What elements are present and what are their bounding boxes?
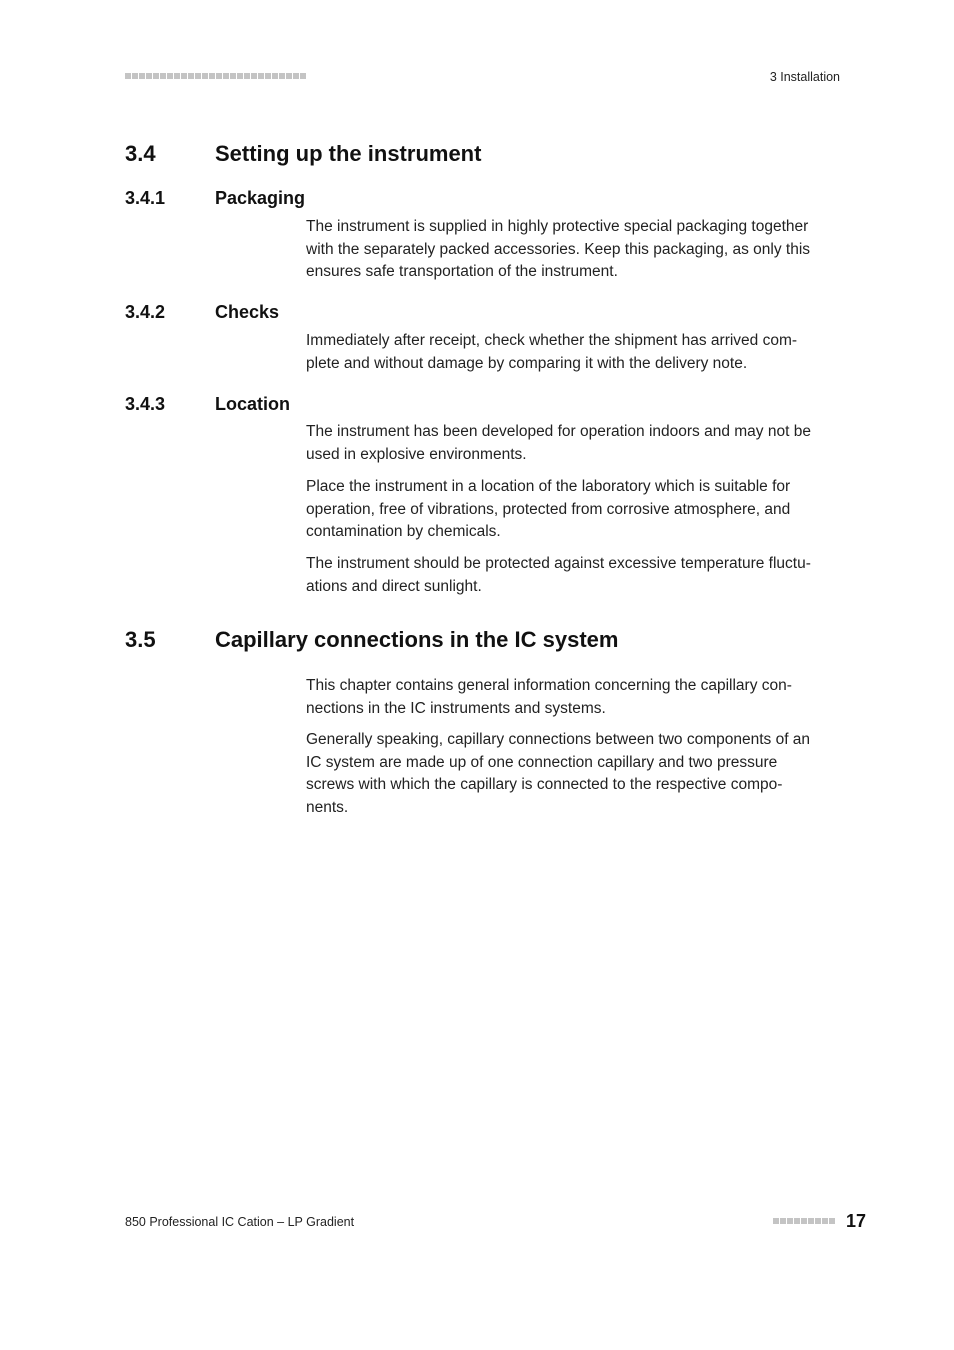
footer-decoration — [773, 1218, 835, 1224]
text-line: Immediately after receipt, check whether the shipment has arrived com- — [306, 332, 798, 349]
text-line: Place the instrument in a location of the laboratory which is suitable for — [306, 478, 791, 495]
section-number: 3.5 — [125, 627, 156, 652]
location-paragraph-1 — [306, 421, 840, 466]
header-decoration — [125, 73, 306, 79]
section-heading-3-5 — [125, 627, 825, 657]
text-line: plete and without damage by comparing it with the delivery note. — [306, 354, 748, 372]
section-number: 3.4.2 — [125, 302, 166, 322]
text-line: ensures safe transportation of the instrument. — [306, 263, 618, 280]
packaging-paragraph — [306, 216, 840, 284]
checks-paragraph — [306, 330, 840, 375]
text-line: IC system are made up of one connection capillary and two pressure — [306, 753, 778, 771]
location-paragraph-3 — [306, 553, 840, 598]
text-line: with the separately packed accessories. Keep this packaging, as only this — [306, 240, 811, 258]
section-title: Setting up the instrument — [215, 141, 482, 166]
text-line: The instrument has been developed for operation indoors and may not be — [306, 423, 811, 440]
section-heading-3-4-2 — [125, 302, 825, 326]
capillary-paragraph-2 — [306, 729, 840, 819]
text-line: used in explosive environments. — [306, 445, 527, 463]
text-line: nections in the IC instruments and systems. — [306, 699, 606, 717]
text-line: nents. — [306, 798, 349, 816]
section-title: Location — [215, 394, 290, 414]
section-heading-3-4 — [125, 141, 825, 171]
section-heading-3-4-3 — [125, 394, 825, 418]
section-number: 3.4.1 — [125, 188, 166, 208]
footer-product-name: 850 Professional IC Cation – LP Gradient — [125, 1215, 355, 1229]
text-line: screws with which the capillary is connected to the respective compo- — [306, 776, 783, 793]
header-chapter: 3 Installation — [769, 70, 840, 84]
text-line: ations and direct sunlight. — [306, 577, 482, 595]
section-number: 3.4 — [125, 141, 156, 166]
page-number: 17 — [846, 1211, 867, 1231]
text-line: The instrument is supplied in highly protective special packaging together — [306, 218, 809, 235]
text-line: Generally speaking, capillary connections between two components of an — [306, 731, 811, 748]
text-line: The instrument should be protected against excessive temperature fluctu- — [306, 555, 811, 572]
location-paragraph-2 — [306, 476, 840, 544]
text-line: contamination by chemicals. — [306, 523, 501, 540]
section-title: Checks — [215, 302, 280, 322]
section-title: Capillary connections in the IC system — [215, 627, 619, 652]
section-heading-3-4-1 — [125, 188, 825, 212]
text-line: operation, free of vibrations, protected from corrosive atmosphere, and — [306, 500, 791, 518]
capillary-paragraph-1 — [306, 675, 840, 720]
section-title: Packaging — [215, 188, 306, 208]
section-number: 3.4.3 — [125, 394, 166, 414]
text-line: This chapter contains general information concerning the capillary con- — [306, 677, 792, 694]
